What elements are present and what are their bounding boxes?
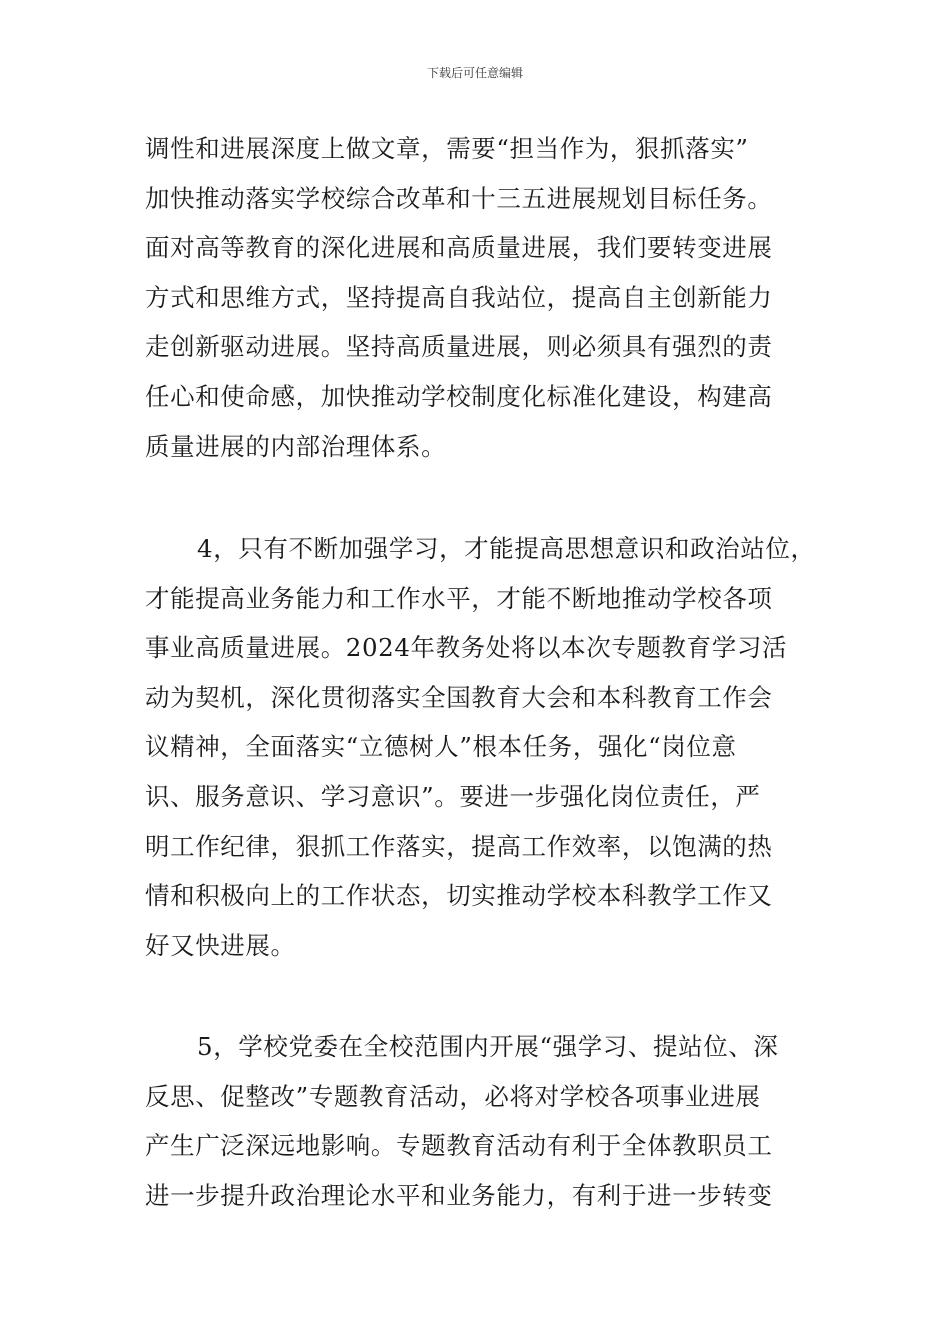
text-line: 情和积极向上的工作状态，切实推动学校本科教学工作又 [145,881,773,911]
paragraph-3 [145,1022,810,1220]
text-line: 走创新驱动进展。坚持高质量进展，则必须具有强烈的责 [145,332,773,362]
text-line: 进一步提升政治理论水平和业务能力，有利于进一步转变 [145,1180,773,1210]
text-line: 任心和使命感，加快推动学校制度化标准化建设，构建高 [145,381,773,411]
text-line: 反思、促整改”专题教育活动，必将对学校各项事业进展 [145,1081,761,1111]
text-line: 识、服务意识、学习意识”。要进一步强化岗位责任，严 [145,781,761,811]
text-line: 方式和思维方式，坚持提高自我站位，提高自主创新能力 [145,282,773,312]
paragraph-2 [145,524,816,970]
text-line: 产生广泛深远地影响。专题教育活动有利于全体教职员工 [145,1131,773,1161]
text-line: 事业高质量进展。2024年教务处将以本次专题教育学习活 [145,633,788,663]
paragraph-1 [145,124,810,471]
text-line: 明工作纪律，狠抓工作落实，提高工作效率，以饱满的热 [145,831,773,861]
text-line: 好又快进展。 [145,930,296,960]
text-line: 动为契机，深化贯彻落实全国教育大会和本科教育工作会 [145,682,773,712]
text-line: 才能提高业务能力和工作水平，才能不断地推动学校各项 [145,583,773,613]
text-line: 调性和进展深度上做文章，需要“担当作为，狠抓落实” [145,134,749,163]
text-line: 4，只有不断加强学习，才能提高思想意识和政治站位， [197,534,816,563]
page-header: 下载后可任意编辑 [426,66,523,80]
text-line: 议精神，全面落实“立德树人”根本任务，强化“岗位意 [145,732,737,762]
text-line: 质量进展的内部治理体系。 [145,431,447,461]
text-line: 5，学校党委在全校范围内开展“强学习、提站位、深 [197,1032,779,1061]
text-line: 面对高等教育的深化进展和高质量进展，我们要转变进展 [145,233,773,263]
text-line: 加快推动落实学校综合改革和十三五进展规划目标任务。 [145,183,773,213]
